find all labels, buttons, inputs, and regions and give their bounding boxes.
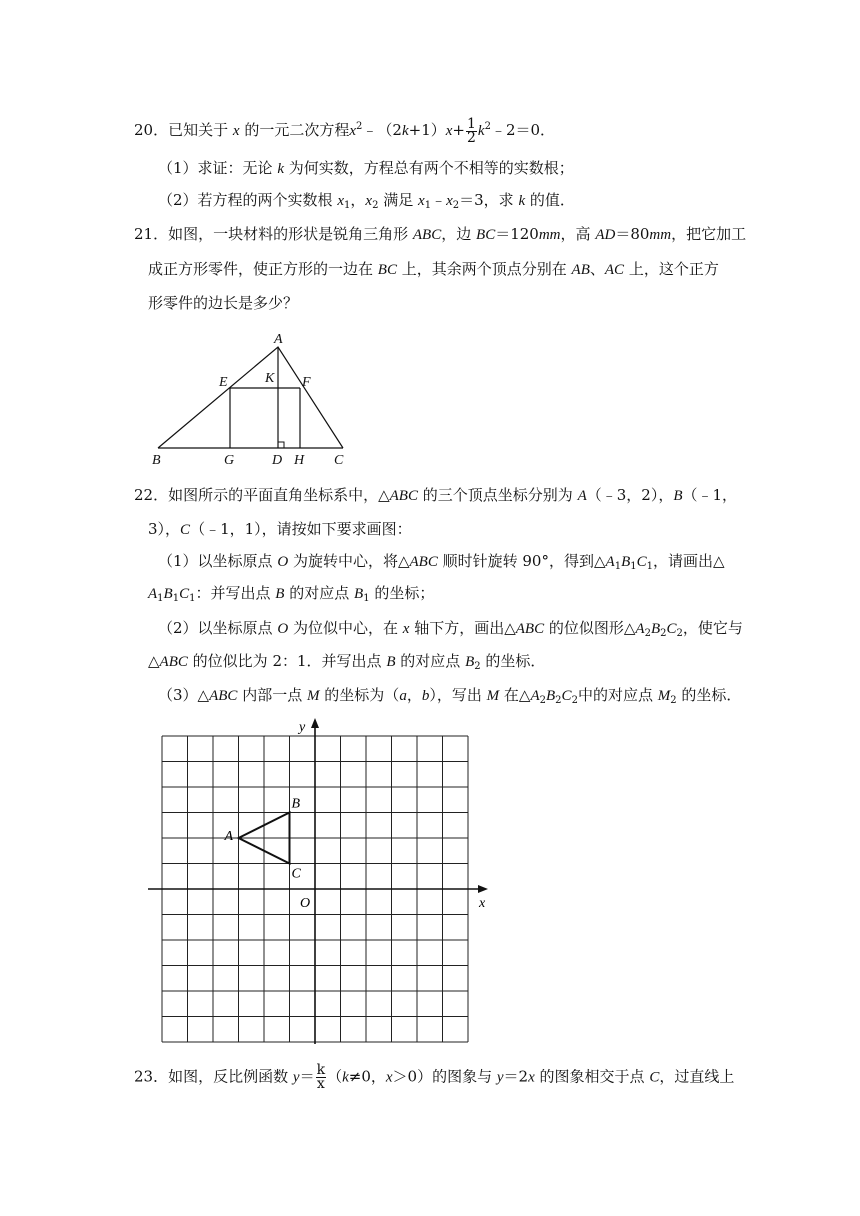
q21-line2: 成正方形零件，使正方形的一边在 BC 上，其余两个顶点分别在 AB、AC 上，这个正方	[148, 260, 719, 278]
label-H: H	[294, 453, 305, 468]
fraction-k-over-x: $\frac{k}{x}$	[316, 1062, 326, 1092]
q22-part1-line1: （1）以坐标原点 O 为旋转中心，将△ABC 顺时针旋转 90°，得到$\triangle A_1B_1C_1$，请画出△	[158, 552, 725, 572]
q22-line1: 22．如图所示的平面直角坐标系中，△ABC 的三个顶点坐标分别为 A（﹣3，2），B（﹣1，	[134, 486, 738, 504]
origin-label: O	[300, 896, 311, 911]
label-F: F	[302, 375, 311, 390]
q22-part3: （3）△ABC 内部一点 M 的坐标为（a，b），写出 M 在$\triangle A_2B_2C_2$中的对应点 $M_2$ 的坐标．	[158, 686, 742, 706]
q22-part1-line2: $A_1B_1C_1$：并写出点 B 的对应点 $B_1$ 的坐标；	[148, 584, 435, 604]
q20-stem: 20．已知关于 x 的一元二次方程$x^2﹣(2k+1)x+$ $\frac{1}{2}$ $k^2﹣2=0$．	[134, 115, 556, 146]
q20-part1: （1）求证：无论 k 为何实数，方程总有两个不相等的实数根；	[158, 159, 574, 177]
fraction-one-half: $\frac{1}{2}$	[467, 115, 476, 146]
vertex-label-C: C	[291, 866, 301, 882]
label-G: G	[224, 453, 235, 468]
right-angle-mark	[278, 442, 284, 448]
triangle-abc	[158, 347, 343, 448]
label-C: C	[334, 453, 344, 468]
q20-number: 20．	[134, 121, 169, 139]
vertex-label-A: A	[224, 829, 234, 844]
q23-number: 23．	[134, 1067, 169, 1086]
x-axis-arrow	[478, 885, 488, 893]
label-A: A	[274, 332, 283, 347]
q22-part2-line1: （2）以坐标原点 O 为位似中心，在 x 轴下方，画出△ABC 的位似图形$\triangle A_2B_2C_2$，使它与	[158, 619, 743, 639]
q22-number: 22．	[134, 486, 169, 504]
q21-number: 21．	[134, 225, 169, 243]
q23-line1: 23．如图，反比例函数 y＝ $\frac{k}{x}$ （k≠0，x＞0）的图象与 y＝2x 的图象相交于点 C，过直线上	[134, 1062, 735, 1092]
y-axis-arrow	[311, 718, 319, 728]
q22-coordinate-grid	[140, 712, 500, 1050]
label-E: E	[219, 375, 228, 390]
q21-line1: 21．如图，一块材料的形状是锐角三角形 ABC，边 BC＝120mm，高 AD＝80mm，把它加工	[134, 225, 747, 243]
q22-part2-line2: △ABC 的位似比为 2：1．并写出点 B 的对应点 $B_2$ 的坐标．	[148, 652, 546, 672]
q21-line3: 形零件的边长是多少？	[148, 294, 299, 312]
q22-line2: 3），C（﹣1，1），请按如下要求画图：	[148, 520, 412, 538]
q21-triangle-figure	[148, 330, 358, 470]
vertex-label-B: B	[291, 796, 301, 812]
y-axis-label: y	[299, 720, 306, 735]
x-axis-label: x	[479, 896, 486, 911]
label-K: K	[265, 371, 275, 386]
label-D: D	[272, 453, 283, 468]
q20-part2: （2）若方程的两个实数根 $x_1$，$x_2$ 满足 $x_1﹣x_2=3$，求 k 的值．	[158, 191, 575, 211]
label-B: B	[152, 453, 161, 468]
